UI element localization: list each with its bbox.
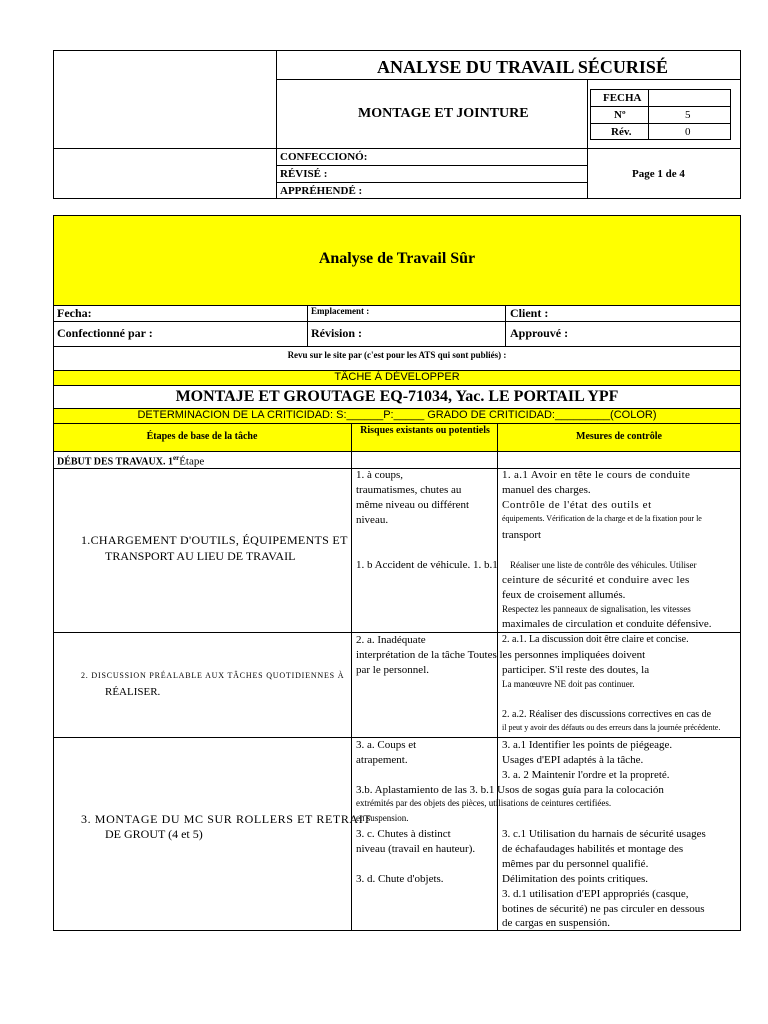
row2-measure-2: participer. S'il reste des doutes, la [502, 664, 650, 676]
row2-measure-4: 2. a.2. Réaliser des discussions correctives en cas de [502, 709, 712, 720]
fecha-field-label: Fecha: [57, 306, 92, 320]
row1-measure-6: Réaliser une liste de contrôle des véhicules. Utiliser [510, 560, 697, 570]
revision-field-label: Révision : [311, 326, 362, 340]
revision-value: 0 [685, 126, 691, 138]
row3-measure-9: botines de sécurité) ne pas circuler en dessous [502, 903, 705, 915]
debut-row [57, 454, 204, 468]
row1-measure-10: maximales de circulation et conduite défensive. [502, 618, 712, 630]
row3-measure-10: de cargas en suspensión. [502, 917, 610, 929]
logo-divider [276, 50, 277, 199]
confeccionado-label: CONFECCIONÓ: [280, 151, 368, 163]
fecha-label: FECHA [603, 92, 642, 104]
revision-label: Rév. [611, 126, 632, 138]
row1-measure-3: Contrôle de l'état des outils et [502, 499, 652, 511]
row2-measure-5: il peut y avoir des défauts ou des erreurs dans la journée précédente. [502, 723, 721, 732]
row3-risk-8: 3. d. Chute d'objets. [356, 873, 444, 885]
client-label: Client : [510, 306, 549, 320]
row3-step-line2: DE GROUT (4 et 5) [105, 827, 203, 841]
confectionne-label: Confectionné par : [57, 326, 153, 340]
column-header-risks: Risques existants ou potentiels [360, 425, 490, 436]
debut-end: Étape [179, 455, 205, 468]
row2-step-line1: 2. DISCUSSION PRÉALABLE AUX TÂCHES QUOTIDIENNES À [81, 671, 345, 680]
row3-risk-5: en suspension. [356, 813, 409, 823]
document-subtitle: MONTAGE ET JOINTURE [358, 106, 529, 121]
row1-measure-4: équipements. Vérification de la charge et de la fixation pour le [502, 514, 702, 523]
form-banner-title: Analyse de Travail Sûr [318, 250, 476, 267]
row1-measure-1: 1. a.1 Avoir en tête le cours de conduite [502, 469, 691, 481]
column-header-steps: Étapes de base de la tâche [146, 431, 258, 442]
row3-measure-6: mêmes par du personnel qualifié. [502, 858, 649, 870]
row3-risk-1: 3. a. Coups et [356, 739, 417, 751]
row1-risk-4: niveau. [356, 514, 389, 526]
row2-risk-3: par le personnel. [356, 664, 429, 676]
revu-label: Revu sur le site par (c'est pour les ATS qui sont publiés) : [287, 350, 507, 360]
task-heading: TÂCHE À DÉVELOPPER [334, 371, 460, 383]
header-right-divider [587, 79, 588, 199]
row3-risk-6: 3. c. Chutes à distinct [356, 828, 451, 840]
row2-step-line2: RÉALISER. [105, 686, 161, 698]
document-title: ANALYSE DU TRAVAIL SÉCURISÉ [377, 57, 668, 77]
row1-risk-3: même niveau ou différent [356, 499, 470, 511]
row3-step-line1: 3. MONTAGE DU MC SUR ROLLERS ET RETRAIT [81, 812, 372, 826]
row3-measure-3: 3. a. 2 Maintenir l'ordre et la propreté. [502, 769, 670, 781]
row3-risk-2: atrapement. [356, 754, 408, 766]
row3-measure-4: 3. c.1 Utilisation du harnais de sécurité usages [502, 828, 706, 840]
row1-measure-7: ceinture de sécurité et conduire avec les [502, 574, 690, 586]
apprehende-label: APPRÉHENDÉ : [280, 185, 363, 197]
row2-measure-1: 2. a.1. La discussion doit être claire et concise. [502, 634, 689, 645]
row1-measure-8: feux de croisement allumés. [502, 589, 626, 601]
row1-measure-9: Respectez les panneaux de signalisation, les vitesses [502, 604, 691, 614]
row1-step-line2: TRANSPORT AU LIEU DE TRAVAIL [105, 549, 296, 563]
row3-measure-7: Délimitation des points critiques. [502, 873, 649, 885]
form-fields [53, 305, 741, 371]
header-rule-3 [276, 165, 587, 166]
page-number: Page 1 de 4 [632, 168, 685, 180]
header-rule-2 [53, 148, 741, 149]
row2-measure-3: La manœuvre NE doit pas continuer. [502, 679, 635, 689]
row3-risk-7: niveau (travail en hauteur). [356, 843, 476, 855]
header-rule-1 [276, 79, 741, 80]
debut-superscript: er [172, 454, 180, 462]
emplacement-label: Emplacement : [311, 306, 370, 316]
row1-risk-7: 1. b Accident de véhicule. 1. b.1 [356, 559, 498, 571]
row1-measure-2: manuel des charges. [502, 484, 591, 496]
row2-risk-2: interprétation de la tâche Toutes les personnes impliquées doivent [356, 649, 646, 661]
approuve-label: Approuvé : [510, 326, 569, 340]
row1-measure-5: transport [502, 529, 542, 541]
number-value: 5 [685, 109, 691, 121]
criticidad-line: DETERMINACION DE LA CRITICIDAD: S:______P:_____ GRADO DE CRITICIDAD:_________(COLOR) [137, 409, 657, 421]
montaje-heading: MONTAJE ET GROUTAGE EQ-71034, Yac. LE PORTAIL YPF [175, 388, 619, 405]
row3-measure-2: Usages d'EPI adaptés à la tâche. [502, 754, 644, 766]
column-header-measures: Mesures de contrôle [576, 431, 662, 442]
row2-risk-1: 2. a. Inadéquate [356, 634, 426, 646]
header-rule-4 [276, 182, 587, 183]
row3-risk-3: 3.b. Aplastamiento de las 3. b.1 Usos de sogas guía para la colocación [356, 784, 664, 796]
row3-risk-4: extrémités par des objets des pièces, utilisations de ceintures certifiées. [356, 798, 612, 808]
row3-measure-1: 3. a.1 Identifier les points de piégeage. [502, 739, 673, 751]
revise-label: RÉVISÉ : [280, 168, 328, 180]
row3-measure-5: de échafaudages habilités et montage des [502, 843, 684, 855]
number-label: Nº [614, 109, 626, 121]
row3-measure-8: 3. d.1 utilisation d'EPI appropriés (casque, [502, 888, 689, 900]
row1-risk-1: 1. à coups, [356, 469, 404, 481]
debut-text: DÉBUT DES TRAVAUX. 1 [57, 456, 173, 468]
row1-step-line1: 1.CHARGEMENT D'OUTILS, ÉQUIPEMENTS ET [81, 533, 348, 547]
row1-risk-2: traumatismes, chutes au [356, 484, 462, 496]
